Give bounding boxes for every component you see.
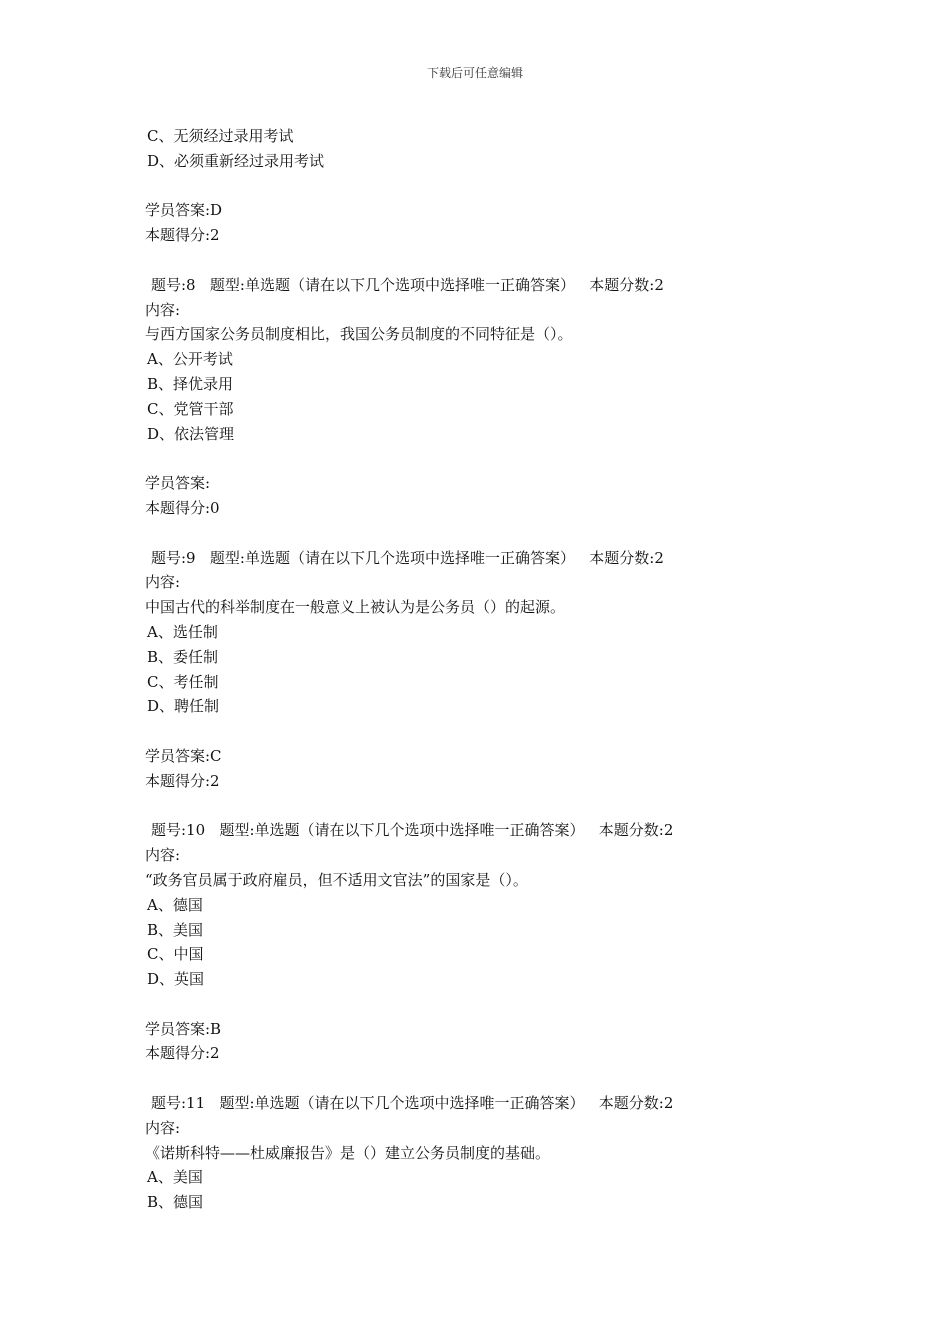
spacer (145, 521, 825, 546)
question-11 (145, 1091, 825, 1215)
content-label: 内容: (145, 300, 181, 319)
content-label: 内容: (145, 846, 181, 865)
question-stem: 与西方国家公务员制度相比，我国公务员制度的不同特征是（）。 (145, 325, 573, 344)
question-header: 题号:9 题型:单选题（请在以下几个选项中选择唯一正确答案） 本题分数:2 (151, 548, 664, 567)
question-score: 本题得分:2 (145, 1044, 220, 1063)
document-body (145, 124, 825, 1215)
question-score: 本题得分:2 (145, 226, 220, 245)
spacer (145, 992, 825, 1017)
student-answer: 学员答案:C (145, 746, 222, 765)
student-answer: 学员答案:D (145, 201, 223, 220)
page-header: 下载后可任意编辑 (426, 66, 523, 80)
question-9 (145, 546, 825, 819)
spacer (145, 446, 825, 471)
option-d: D、英国 (147, 970, 205, 989)
question-score: 本题得分:0 (145, 498, 220, 517)
option-b: B、美国 (147, 920, 204, 939)
question-header: 题号:10 题型:单选题（请在以下几个选项中选择唯一正确答案） 本题分数:2 (151, 821, 674, 840)
question-header: 题号:11 题型:单选题（请在以下几个选项中选择唯一正确答案） 本题分数:2 (151, 1094, 674, 1113)
spacer (145, 794, 825, 819)
question-stem: 中国古代的科举制度在一般意义上被认为是公务员（）的起源。 (145, 598, 566, 617)
option-c: C、无须经过录用考试 (147, 127, 294, 145)
option-a: A、选任制 (147, 622, 218, 641)
option-d: D、必须重新经过录用考试 (147, 151, 325, 170)
option-b: B、择优录用 (147, 374, 234, 393)
option-d: D、依法管理 (147, 424, 235, 443)
content-label: 内容: (145, 1118, 181, 1137)
option-c: C、中国 (147, 945, 204, 964)
spacer (145, 248, 825, 273)
option-a: A、德国 (147, 895, 203, 914)
option-b: B、委任制 (147, 647, 219, 666)
option-c: C、考任制 (147, 672, 219, 691)
option-b: B、德国 (147, 1193, 204, 1212)
spacer (145, 174, 825, 199)
option-a: A、公开考试 (147, 350, 233, 369)
spacer (145, 1066, 825, 1091)
question-7-tail (145, 124, 825, 273)
student-answer: 学员答案:B (145, 1019, 222, 1038)
question-10 (145, 818, 825, 1091)
option-d: D、聘任制 (147, 697, 220, 716)
content-label: 内容: (145, 573, 181, 592)
question-stem: 《诺斯科特——杜威廉报告》是（）建立公务员制度的基础。 (145, 1143, 551, 1162)
option-c: C、党管干部 (147, 399, 234, 418)
question-header: 题号:8 题型:单选题（请在以下几个选项中选择唯一正确答案） 本题分数:2 (151, 275, 664, 294)
option-a: A、美国 (147, 1168, 203, 1187)
question-stem: “政务官员属于政府雇员，但不适用文官法”的国家是（）。 (145, 870, 528, 889)
question-8 (145, 273, 825, 546)
spacer (145, 719, 825, 744)
student-answer: 学员答案: (145, 474, 211, 493)
question-score: 本题得分:2 (145, 771, 220, 790)
